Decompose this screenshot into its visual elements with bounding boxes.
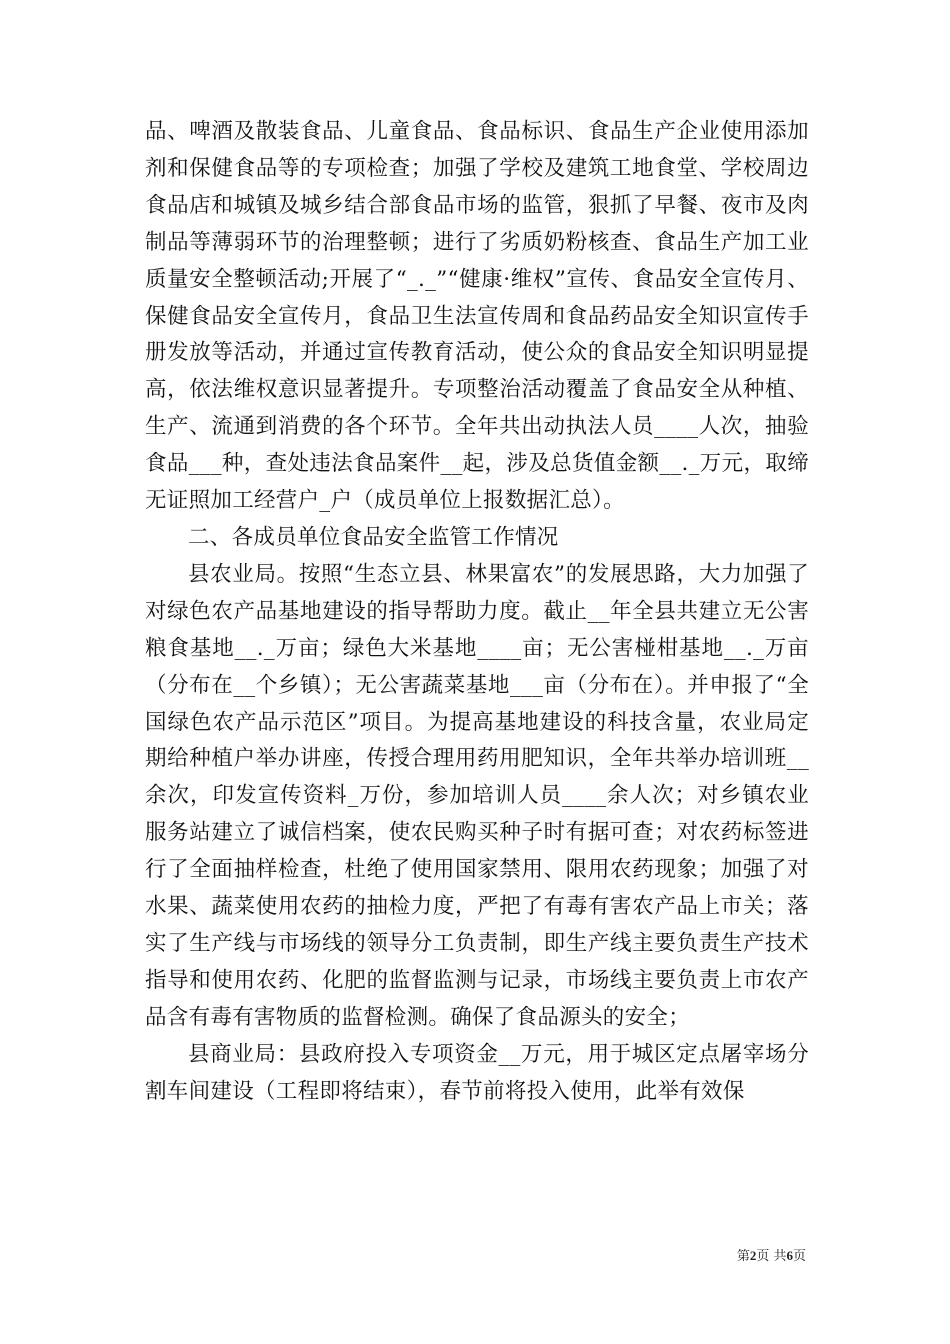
paragraph-food-inspection: 品、啤酒及散装食品、儿童食品、食品标识、食品生产企业使用添加剂和保健食品等的专项检查；加强了学校及建筑工地食堂、学校周边食品店和城镇及城乡结合部食品市场的监管，狠抓了早餐、夜市及肉制品等薄弱环节的治理整顿；进行了劣质奶粉核查、食品生产加工业质量安全整顿活动;开展了“_._”“健康·维权”宣传、食品安全宣传月、保健食品安全宣传月，食品卫生法宣传周和食品药品安全知识宣传手册发放等活动，并通过宣传教育活动，使公众的食品安全知识明显提高，依法维权意识显著提升。专项整治活动覆盖了食品安全从种植、生产、流通到消费的各个环节。全年共出动执法人员____人次，抽验食品___种，查处违法食品案件__起，涉及总货值金额__._万元，取缔无证照加工经营户_户（成员单位上报数据汇总）。 <box>145 119 809 514</box>
page-number-footer <box>737 1245 806 1264</box>
page-number-prefix: 第 <box>736 1249 750 1264</box>
page-number-total: 6 <box>786 1248 793 1263</box>
page-number-mid: 页 共 <box>756 1249 787 1264</box>
section-heading-member-units: 二、各成员单位食品安全监管工作情况 <box>188 524 559 550</box>
page-number-current: 2 <box>749 1248 757 1263</box>
document-body <box>145 114 809 1110</box>
page-number-suffix: 页 <box>792 1249 806 1264</box>
paragraph-agriculture-bureau: 县农业局。按照“生态立县、林果富农”的发展思路，大力加强了对绿色农产品基地建设的指导帮助力度。截止__年全县共建立无公害粮食基地__._万亩；绿色大米基地____亩；无公害椪柑基地__._万亩（分布在__个乡镇）；无公害蔬菜基地___亩（分布在）。并申报了“全国绿色农产品示范区”项目。为提高基地建设的科技含量，农业局定期给种植户举办讲座，传授合理用药用肥知识，全年共举办培训班__余次，印发宣传资料_万份，参加培训人员____余人次；对乡镇农业服务站建立了诚信档案，使农民购买种子时有据可查；对农药标签进行了全面抽样检查，杜绝了使用国家禁用、限用农药现象；加强了对水果、蔬菜使用农药的抽检力度，严把了有毒有害农产品上市关；落实了生产线与市场线的领导分工负责制，即生产线主要负责生产技术指导和使用农药、化肥的监督监测与记录，市场线主要负责上市农产品含有毒有害物质的监督检测。确保了食品源头的安全； <box>145 561 809 1030</box>
paragraph-commerce-bureau: 县商业局：县政府投入专项资金__万元，用于城区定点屠宰场分割车间建设（工程即将结束），春节前将投入使用，此举有效保 <box>145 1041 809 1104</box>
